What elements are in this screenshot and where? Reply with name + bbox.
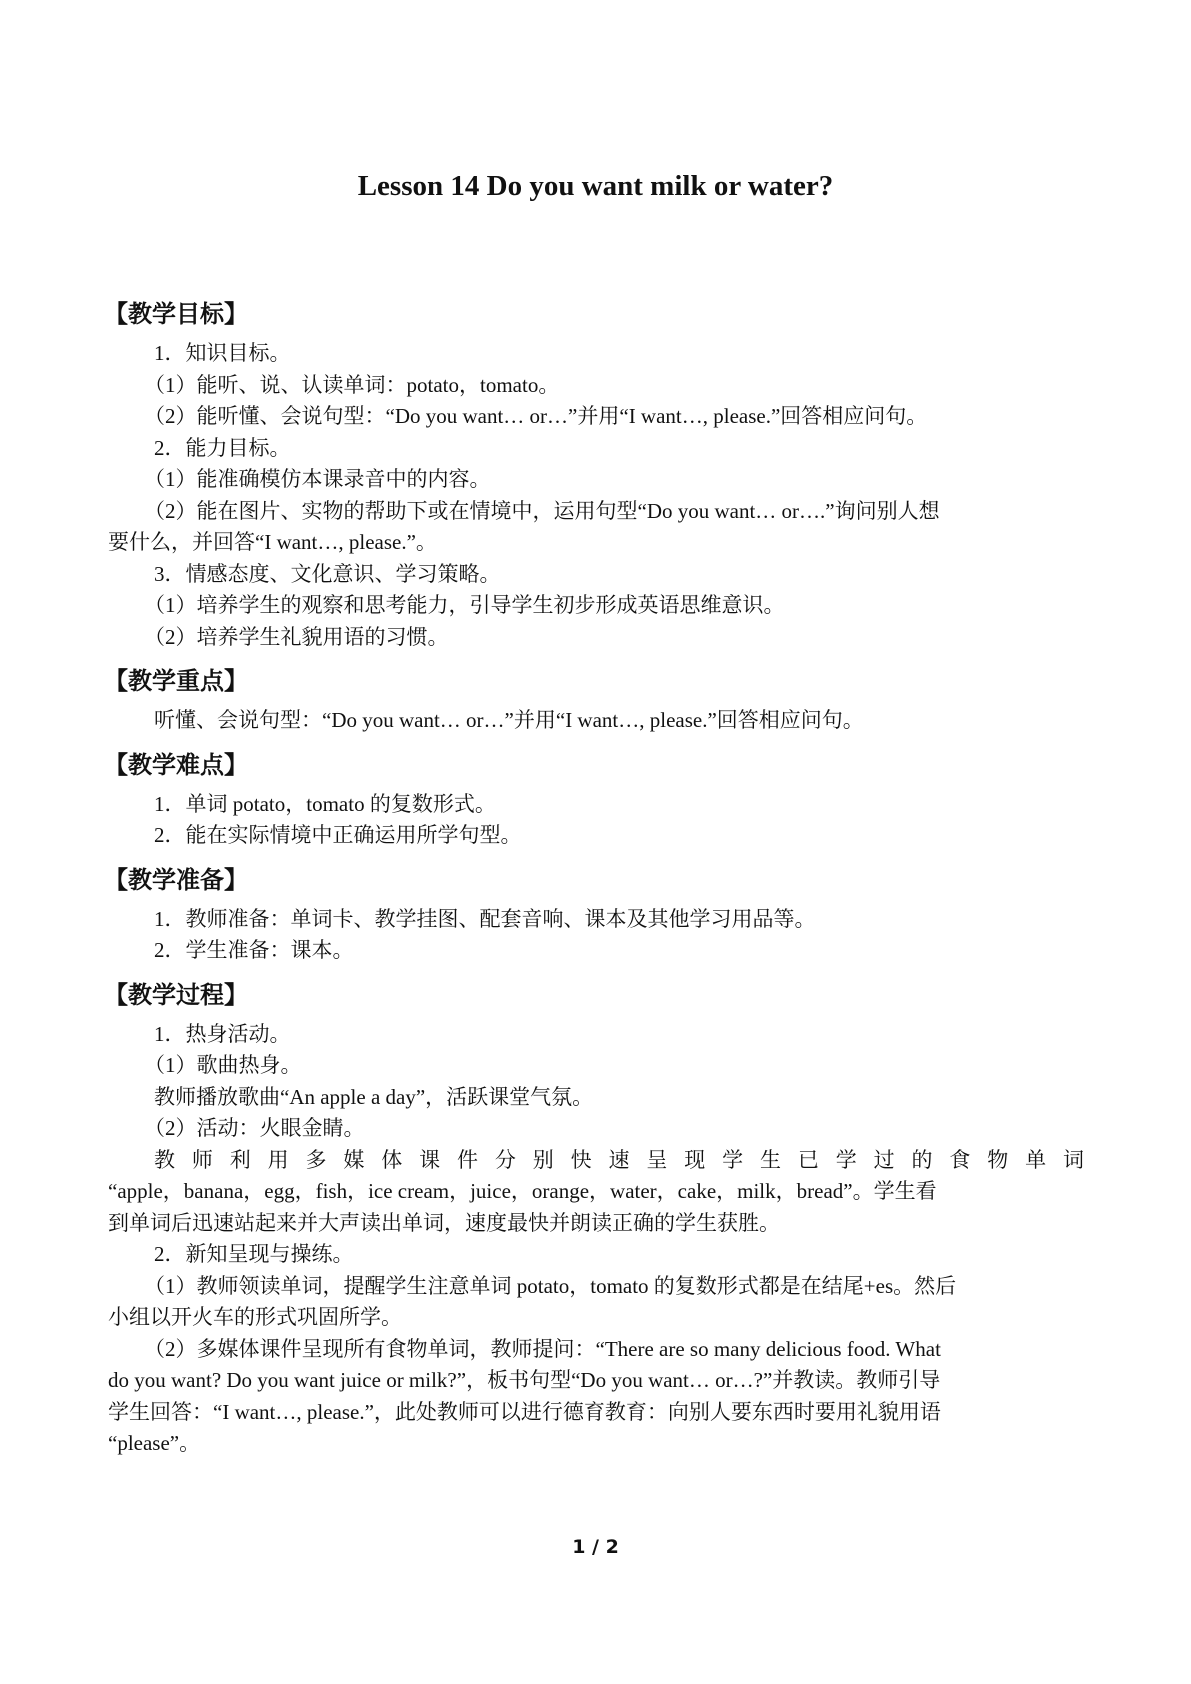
objective-line: （2）能听懂、会说句型：“Do you want… or…”并用“I want…, please.”回答相应问句。 <box>144 404 928 428</box>
process-line: 小组以开火车的形式巩固所学。 <box>108 1305 402 1329</box>
process-line: 到单词后迅速站起来并大声读出单词，速度最快并朗读正确的学生获胜。 <box>108 1210 780 1235</box>
process-line: “apple，banana，egg，fish，ice cream，juice，orange，water，cake，milk，bread”。学生看 <box>108 1179 937 1203</box>
section-heading-key-points: 【教学重点】 <box>104 667 248 695</box>
section-key-points <box>104 663 1084 737</box>
document-body <box>104 296 1084 1470</box>
process-line: （2）多媒体课件呈现所有食物单词，教师提问：“There are so many delicious food. What <box>144 1336 941 1361</box>
objective-line: 3．情感态度、文化意识、学习策略。 <box>154 561 501 586</box>
objective-line: 要什么，并回答“I want…, please.”。 <box>108 530 437 554</box>
process-line: 教师播放歌曲“An apple a day”，活跃课堂气氛。 <box>154 1084 594 1109</box>
objective-line: （2）能在图片、实物的帮助下或在情境中，运用句型“Do you want… or….”询问别人想 <box>144 498 940 523</box>
process-line: （1）歌曲热身。 <box>144 1053 302 1077</box>
difficulty-line: 2．能在实际情境中正确运用所学句型。 <box>154 823 522 847</box>
process-line: 教 师 利 用 多 媒 体 课 件 分 别 快 速 呈 现 学 生 已 学 过 的 食 物 单 词 <box>154 1147 1084 1172</box>
process-line: （2）活动：火眼金睛。 <box>144 1116 365 1140</box>
objective-line: （1）能听、说、认读单词：potato，tomato。 <box>144 372 560 397</box>
process-line: （1）教师领读单词，提醒学生注意单词 potato，tomato 的复数形式都是在结尾+es。然后 <box>144 1273 957 1298</box>
process-line: do you want? Do you want juice or milk?”，板书句型“Do you want… or…?”并教读。教师引导 <box>108 1368 941 1392</box>
process-line: 1．热身活动。 <box>154 1021 291 1046</box>
preparation-line: 1．教师准备：单词卡、教学挂图、配套音响、课本及其他学习用品等。 <box>154 906 816 931</box>
process-line: 学生回答：“I want…, please.”，此处教师可以进行德育教育：向别人要东西时要用礼貌用语 <box>108 1399 941 1424</box>
objective-line: 1．知识目标。 <box>154 341 291 365</box>
process-line: “please”。 <box>108 1431 201 1455</box>
objective-line: 2．能力目标。 <box>154 435 291 460</box>
objective-line: （2）培养学生礼貌用语的习惯。 <box>144 624 449 649</box>
section-difficulties <box>104 747 1084 852</box>
objective-line: （1）能准确模仿本课录音中的内容。 <box>144 467 491 491</box>
section-preparation <box>104 862 1084 967</box>
section-objectives <box>104 296 1084 653</box>
page-number: 1 / 2 <box>572 1536 619 1558</box>
objective-line: （1）培养学生的观察和思考能力，引导学生初步形成英语思维意识。 <box>144 593 785 617</box>
section-heading-objectives: 【教学目标】 <box>104 300 248 328</box>
section-heading-difficulties: 【教学难点】 <box>104 750 248 779</box>
section-process <box>104 977 1084 1460</box>
section-heading-preparation: 【教学准备】 <box>104 865 248 894</box>
process-line: 2．新知呈现与操练。 <box>154 1242 354 1266</box>
document-title: Lesson 14 Do you want milk or water? <box>357 170 834 202</box>
difficulty-line: 1．单词 potato，tomato 的复数形式。 <box>154 791 496 816</box>
preparation-line: 2．学生准备：课本。 <box>154 938 354 962</box>
section-heading-process: 【教学过程】 <box>104 980 248 1009</box>
key-point-line: 听懂、会说句型：“Do you want… or…”并用“I want…, please.”回答相应问句。 <box>154 708 864 732</box>
